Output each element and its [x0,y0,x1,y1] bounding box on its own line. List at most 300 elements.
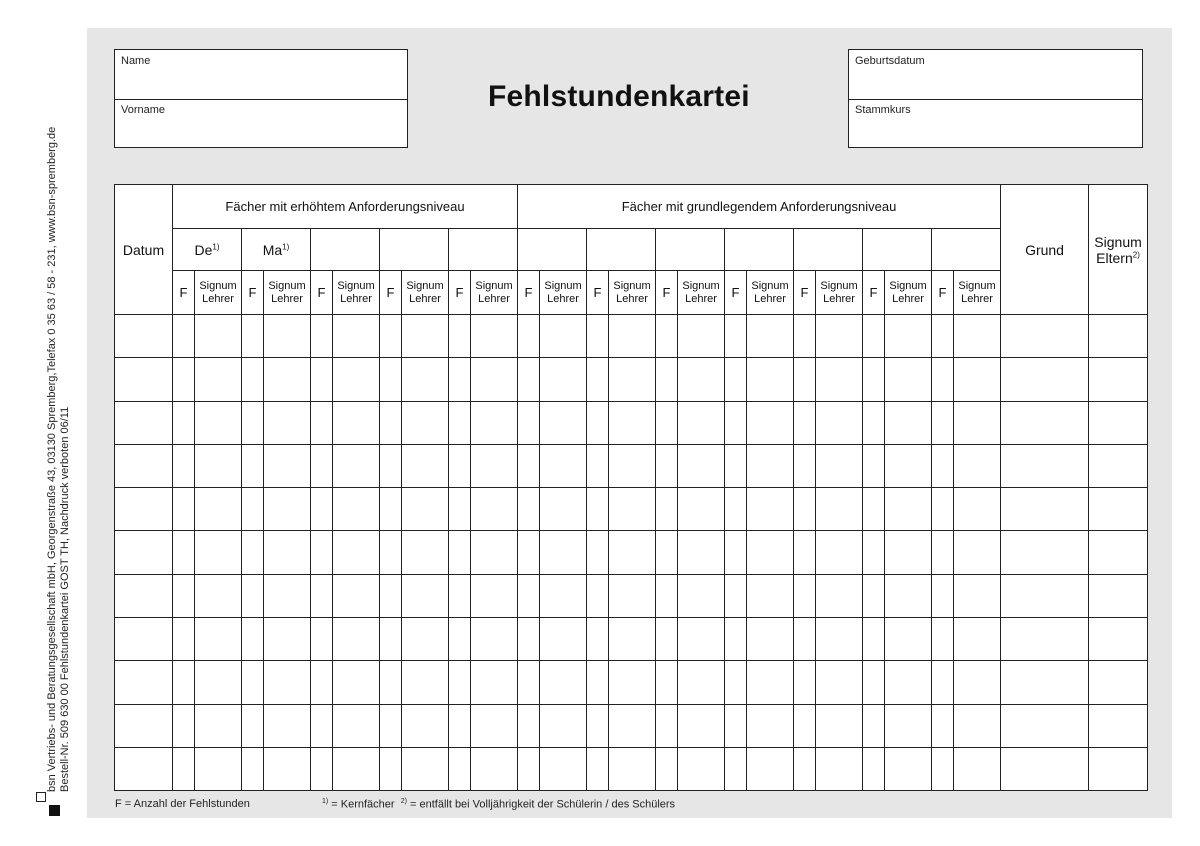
entry-cell[interactable] [173,401,195,444]
entry-cell[interactable] [656,574,678,617]
entry-cell[interactable] [449,358,471,401]
entry-cell[interactable] [609,401,656,444]
entry-cell[interactable] [747,704,794,747]
entry-cell[interactable] [678,531,725,574]
entry-cell[interactable] [587,661,609,704]
entry-cell[interactable] [311,401,333,444]
entry-cell[interactable] [816,315,863,358]
entry-cell[interactable] [449,747,471,790]
entry-cell[interactable] [264,444,311,487]
entry-cell[interactable] [954,444,1001,487]
entry-cell[interactable] [333,488,380,531]
entry-cell[interactable] [195,315,242,358]
entry-cell[interactable] [678,401,725,444]
entry-cell[interactable] [195,444,242,487]
subject-slot-empty[interactable] [863,229,932,271]
entry-cell[interactable] [678,618,725,661]
entry-cell[interactable] [311,315,333,358]
entry-cell[interactable] [540,358,587,401]
entry-cell[interactable] [656,704,678,747]
entry-cell[interactable] [609,531,656,574]
entry-cell[interactable] [471,315,518,358]
entry-cell[interactable] [678,574,725,617]
entry-cell[interactable] [311,747,333,790]
entry-cell[interactable] [932,358,954,401]
entry-cell[interactable] [656,401,678,444]
entry-cell[interactable] [471,661,518,704]
entry-cell[interactable] [173,661,195,704]
entry-cell[interactable] [471,574,518,617]
entry-cell[interactable] [885,358,932,401]
entry-cell[interactable] [333,661,380,704]
entry-cell[interactable] [333,704,380,747]
entry-cell[interactable] [380,488,402,531]
subject-slot-empty[interactable] [725,229,794,271]
subject-slot-empty[interactable] [656,229,725,271]
entry-cell[interactable] [380,315,402,358]
entry-cell[interactable] [885,661,932,704]
entry-cell[interactable] [678,747,725,790]
entry-cell[interactable] [518,531,540,574]
entry-cell[interactable] [449,444,471,487]
entry-cell[interactable] [725,704,747,747]
entry-cell[interactable] [540,574,587,617]
entry-cell[interactable] [885,315,932,358]
entry-cell[interactable] [115,661,173,704]
entry-cell[interactable] [794,401,816,444]
entry-cell[interactable] [725,488,747,531]
entry-cell[interactable] [656,444,678,487]
entry-cell[interactable] [242,488,264,531]
entry-cell[interactable] [1089,488,1148,531]
entry-cell[interactable] [885,401,932,444]
entry-cell[interactable] [656,315,678,358]
entry-cell[interactable] [863,401,885,444]
entry-cell[interactable] [932,661,954,704]
entry-cell[interactable] [173,704,195,747]
entry-cell[interactable] [885,531,932,574]
subject-slot-empty[interactable] [518,229,587,271]
entry-cell[interactable] [747,315,794,358]
entry-cell[interactable] [1001,444,1089,487]
subject-slot-empty[interactable] [380,229,449,271]
entry-cell[interactable] [242,358,264,401]
entry-cell[interactable] [264,358,311,401]
entry-cell[interactable] [195,704,242,747]
entry-cell[interactable] [195,661,242,704]
entry-cell[interactable] [863,618,885,661]
subject-slot-empty[interactable] [932,229,1001,271]
entry-cell[interactable] [449,704,471,747]
subject-slot-empty[interactable] [794,229,863,271]
entry-cell[interactable] [380,401,402,444]
entry-cell[interactable] [587,704,609,747]
entry-cell[interactable] [863,315,885,358]
entry-cell[interactable] [1089,315,1148,358]
entry-cell[interactable] [816,661,863,704]
entry-cell[interactable] [954,618,1001,661]
entry-cell[interactable] [656,661,678,704]
entry-cell[interactable] [242,531,264,574]
entry-cell[interactable] [333,574,380,617]
entry-cell[interactable] [540,704,587,747]
entry-cell[interactable] [954,401,1001,444]
entry-cell[interactable] [1001,618,1089,661]
entry-cell[interactable] [1001,531,1089,574]
entry-cell[interactable] [173,747,195,790]
entry-cell[interactable] [380,747,402,790]
entry-cell[interactable] [471,618,518,661]
entry-cell[interactable] [747,574,794,617]
entry-cell[interactable] [725,358,747,401]
entry-cell[interactable] [816,358,863,401]
entry-cell[interactable] [402,618,449,661]
entry-cell[interactable] [402,358,449,401]
entry-cell[interactable] [863,574,885,617]
entry-cell[interactable] [449,574,471,617]
entry-cell[interactable] [678,704,725,747]
entry-cell[interactable] [195,531,242,574]
entry-cell[interactable] [402,531,449,574]
entry-cell[interactable] [656,358,678,401]
entry-cell[interactable] [816,747,863,790]
entry-cell[interactable] [932,531,954,574]
entry-cell[interactable] [449,315,471,358]
entry-cell[interactable] [794,661,816,704]
entry-cell[interactable] [609,661,656,704]
entry-cell[interactable] [1001,661,1089,704]
entry-cell[interactable] [932,488,954,531]
entry-cell[interactable] [311,618,333,661]
entry-cell[interactable] [115,488,173,531]
entry-cell[interactable] [816,531,863,574]
entry-cell[interactable] [195,401,242,444]
entry-cell[interactable] [311,444,333,487]
entry-cell[interactable] [1089,661,1148,704]
entry-cell[interactable] [794,574,816,617]
entry-cell[interactable] [402,444,449,487]
entry-cell[interactable] [115,531,173,574]
entry-cell[interactable] [195,618,242,661]
entry-cell[interactable] [1089,531,1148,574]
entry-cell[interactable] [264,618,311,661]
entry-cell[interactable] [311,661,333,704]
entry-cell[interactable] [115,358,173,401]
entry-cell[interactable] [932,315,954,358]
entry-cell[interactable] [1001,315,1089,358]
entry-cell[interactable] [311,531,333,574]
entry-cell[interactable] [932,444,954,487]
entry-cell[interactable] [380,618,402,661]
entry-cell[interactable] [311,574,333,617]
entry-cell[interactable] [242,747,264,790]
entry-cell[interactable] [725,315,747,358]
entry-cell[interactable] [863,444,885,487]
entry-cell[interactable] [380,444,402,487]
entry-cell[interactable] [115,315,173,358]
entry-cell[interactable] [1089,704,1148,747]
entry-cell[interactable] [863,531,885,574]
entry-cell[interactable] [264,574,311,617]
entry-cell[interactable] [816,618,863,661]
entry-cell[interactable] [540,488,587,531]
entry-cell[interactable] [449,531,471,574]
entry-cell[interactable] [518,488,540,531]
entry-cell[interactable] [402,661,449,704]
entry-cell[interactable] [954,531,1001,574]
entry-cell[interactable] [518,704,540,747]
entry-cell[interactable] [725,401,747,444]
entry-cell[interactable] [609,444,656,487]
entry-cell[interactable] [863,747,885,790]
entry-cell[interactable] [725,574,747,617]
entry-cell[interactable] [816,444,863,487]
entry-cell[interactable] [242,704,264,747]
entry-cell[interactable] [173,358,195,401]
entry-cell[interactable] [540,747,587,790]
entry-cell[interactable] [449,401,471,444]
entry-cell[interactable] [656,747,678,790]
entry-cell[interactable] [242,661,264,704]
entry-cell[interactable] [242,444,264,487]
entry-cell[interactable] [540,531,587,574]
entry-cell[interactable] [678,661,725,704]
entry-cell[interactable] [1089,358,1148,401]
entry-cell[interactable] [242,315,264,358]
entry-cell[interactable] [1089,401,1148,444]
entry-cell[interactable] [518,358,540,401]
entry-cell[interactable] [242,574,264,617]
entry-cell[interactable] [609,747,656,790]
entry-cell[interactable] [609,618,656,661]
entry-cell[interactable] [885,747,932,790]
entry-cell[interactable] [678,358,725,401]
entry-cell[interactable] [195,358,242,401]
entry-cell[interactable] [587,315,609,358]
entry-cell[interactable] [173,488,195,531]
entry-cell[interactable] [380,531,402,574]
entry-cell[interactable] [471,401,518,444]
entry-cell[interactable] [747,531,794,574]
entry-cell[interactable] [471,704,518,747]
entry-cell[interactable] [954,747,1001,790]
entry-cell[interactable] [402,574,449,617]
entry-cell[interactable] [954,704,1001,747]
entry-cell[interactable] [747,488,794,531]
entry-cell[interactable] [932,401,954,444]
entry-cell[interactable] [678,444,725,487]
entry-cell[interactable] [311,704,333,747]
entry-cell[interactable] [333,531,380,574]
entry-cell[interactable] [264,488,311,531]
entry-cell[interactable] [115,401,173,444]
entry-cell[interactable] [471,444,518,487]
entry-cell[interactable] [242,401,264,444]
entry-cell[interactable] [518,444,540,487]
entry-cell[interactable] [609,488,656,531]
subject-slot-empty[interactable] [587,229,656,271]
entry-cell[interactable] [380,358,402,401]
entry-cell[interactable] [725,444,747,487]
entry-cell[interactable] [932,747,954,790]
entry-cell[interactable] [747,401,794,444]
entry-cell[interactable] [863,358,885,401]
entry-cell[interactable] [115,747,173,790]
entry-cell[interactable] [540,618,587,661]
entry-cell[interactable] [471,747,518,790]
entry-cell[interactable] [115,704,173,747]
entry-cell[interactable] [380,704,402,747]
entry-cell[interactable] [932,574,954,617]
entry-cell[interactable] [932,618,954,661]
entry-cell[interactable] [794,704,816,747]
entry-cell[interactable] [540,401,587,444]
entry-cell[interactable] [609,315,656,358]
entry-cell[interactable] [402,488,449,531]
entry-cell[interactable] [173,618,195,661]
entry-cell[interactable] [518,401,540,444]
entry-cell[interactable] [1001,401,1089,444]
entry-cell[interactable] [1001,704,1089,747]
entry-cell[interactable] [794,315,816,358]
entry-cell[interactable] [747,747,794,790]
entry-cell[interactable] [794,531,816,574]
entry-cell[interactable] [471,488,518,531]
entry-cell[interactable] [816,574,863,617]
entry-cell[interactable] [587,401,609,444]
subject-slot-empty[interactable] [311,229,380,271]
entry-cell[interactable] [747,444,794,487]
entry-cell[interactable] [885,618,932,661]
entry-cell[interactable] [885,574,932,617]
entry-cell[interactable] [725,531,747,574]
entry-cell[interactable] [587,488,609,531]
entry-cell[interactable] [173,531,195,574]
entry-cell[interactable] [747,618,794,661]
entry-cell[interactable] [195,574,242,617]
entry-cell[interactable] [311,488,333,531]
entry-cell[interactable] [380,661,402,704]
entry-cell[interactable] [449,488,471,531]
entry-cell[interactable] [885,704,932,747]
entry-cell[interactable] [402,704,449,747]
entry-cell[interactable] [540,661,587,704]
entry-cell[interactable] [115,618,173,661]
entry-cell[interactable] [609,574,656,617]
entry-cell[interactable] [449,661,471,704]
entry-cell[interactable] [264,315,311,358]
entry-cell[interactable] [863,488,885,531]
entry-cell[interactable] [115,574,173,617]
entry-cell[interactable] [311,358,333,401]
entry-cell[interactable] [587,618,609,661]
entry-cell[interactable] [333,358,380,401]
entry-cell[interactable] [402,747,449,790]
entry-cell[interactable] [449,618,471,661]
entry-cell[interactable] [264,531,311,574]
entry-cell[interactable] [725,618,747,661]
entry-cell[interactable] [242,618,264,661]
entry-cell[interactable] [816,401,863,444]
entry-cell[interactable] [587,574,609,617]
entry-cell[interactable] [1089,747,1148,790]
entry-cell[interactable] [264,747,311,790]
entry-cell[interactable] [1089,574,1148,617]
entry-cell[interactable] [794,444,816,487]
entry-cell[interactable] [794,747,816,790]
entry-cell[interactable] [885,488,932,531]
entry-cell[interactable] [1001,574,1089,617]
entry-cell[interactable] [380,574,402,617]
entry-cell[interactable] [402,315,449,358]
entry-cell[interactable] [863,661,885,704]
entry-cell[interactable] [863,704,885,747]
entry-cell[interactable] [115,444,173,487]
entry-cell[interactable] [885,444,932,487]
entry-cell[interactable] [540,444,587,487]
entry-cell[interactable] [587,444,609,487]
entry-cell[interactable] [587,531,609,574]
entry-cell[interactable] [747,358,794,401]
entry-cell[interactable] [816,704,863,747]
entry-cell[interactable] [1001,358,1089,401]
entry-cell[interactable] [471,531,518,574]
entry-cell[interactable] [333,618,380,661]
entry-cell[interactable] [402,401,449,444]
entry-cell[interactable] [471,358,518,401]
entry-cell[interactable] [954,358,1001,401]
entry-cell[interactable] [518,618,540,661]
entry-cell[interactable] [609,704,656,747]
entry-cell[interactable] [725,661,747,704]
entry-cell[interactable] [264,661,311,704]
entry-cell[interactable] [333,315,380,358]
entry-cell[interactable] [954,574,1001,617]
entry-cell[interactable] [195,488,242,531]
entry-cell[interactable] [954,488,1001,531]
entry-cell[interactable] [540,315,587,358]
entry-cell[interactable] [725,747,747,790]
entry-cell[interactable] [678,488,725,531]
entry-cell[interactable] [518,661,540,704]
entry-cell[interactable] [333,444,380,487]
entry-cell[interactable] [1089,618,1148,661]
entry-cell[interactable] [794,618,816,661]
entry-cell[interactable] [656,618,678,661]
entry-cell[interactable] [333,401,380,444]
entry-cell[interactable] [932,704,954,747]
entry-cell[interactable] [518,747,540,790]
entry-cell[interactable] [587,747,609,790]
entry-cell[interactable] [1001,488,1089,531]
entry-cell[interactable] [1089,444,1148,487]
entry-cell[interactable] [678,315,725,358]
entry-cell[interactable] [173,574,195,617]
entry-cell[interactable] [794,488,816,531]
entry-cell[interactable] [173,444,195,487]
entry-cell[interactable] [747,661,794,704]
entry-cell[interactable] [794,358,816,401]
entry-cell[interactable] [518,574,540,617]
entry-cell[interactable] [609,358,656,401]
entry-cell[interactable] [1001,747,1089,790]
entry-cell[interactable] [656,531,678,574]
entry-cell[interactable] [264,704,311,747]
entry-cell[interactable] [195,747,242,790]
entry-cell[interactable] [816,488,863,531]
entry-cell[interactable] [333,747,380,790]
entry-cell[interactable] [518,315,540,358]
